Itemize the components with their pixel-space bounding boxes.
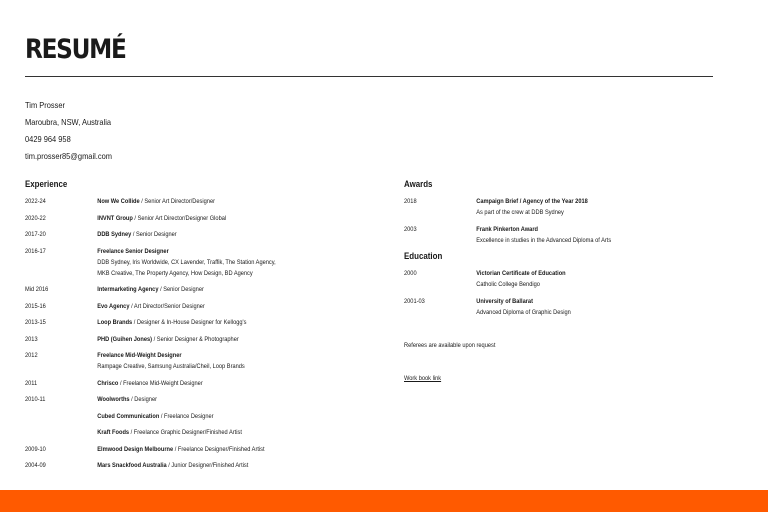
- experience-entry: [25, 334, 276, 345]
- awards-heading: Awards: [404, 179, 433, 189]
- entry-year: Mid 2016: [25, 286, 49, 293]
- experience-entry: [25, 213, 276, 224]
- entry-line: [97, 301, 276, 312]
- title-divider: [25, 76, 713, 77]
- entry-org: Freelance Mid-Weight Designer: [97, 352, 182, 359]
- entry-org: Now We Collide: [97, 198, 140, 205]
- entry-line: [97, 317, 276, 328]
- entry-body: [97, 284, 276, 295]
- entry-role: / Senior Art Director/Designer: [139, 198, 216, 205]
- entry-org: Kraft Foods: [97, 429, 130, 436]
- entry-role: / Senior Designer: [158, 286, 204, 293]
- entry-detail: As part of the crew at DDB Sydney: [476, 209, 564, 216]
- entry-org: Mars Snackfood Australia: [97, 462, 167, 469]
- award-entry: [404, 196, 611, 218]
- entry-line: [97, 284, 276, 295]
- entry-org: Freelance Senior Designer: [97, 247, 169, 255]
- entry-line: [97, 460, 276, 471]
- experience-entry: [25, 411, 276, 422]
- entry-year: 2009-10: [25, 445, 46, 453]
- entry-line: [97, 213, 276, 224]
- entry-org: PHD (Guihen Jones): [97, 335, 153, 343]
- education-entry: [404, 268, 571, 290]
- entry-year: 2013-15: [25, 319, 46, 326]
- experience-entry: [25, 284, 276, 295]
- entry-line: [97, 246, 276, 257]
- entry-detail: Excellence in studies in the Advanced Diploma of Arts: [476, 237, 612, 244]
- entry-line: [97, 444, 276, 455]
- experience-entry: [25, 317, 276, 328]
- experience-entry: [25, 350, 276, 372]
- experience-heading: Experience: [25, 179, 68, 189]
- experience-entry: [25, 460, 276, 471]
- experience-entry: [25, 378, 276, 389]
- entry-org: Evo Agency: [97, 302, 130, 310]
- entry-year: 2003: [404, 226, 417, 233]
- footer-accent-bar: [0, 490, 768, 512]
- entry-year: 2017-20: [25, 231, 46, 238]
- entry-detail: Rampage Creative, Samsung Australia/Cheil, Loop Brands: [97, 363, 245, 370]
- entry-body: [97, 246, 276, 279]
- experience-entry: [25, 229, 276, 240]
- entry-year: 2022-24: [25, 198, 46, 205]
- entry-org: INVNT Group: [97, 214, 133, 222]
- experience-entry: [25, 246, 276, 279]
- contact-block: [25, 97, 112, 165]
- entry-org: Campaign Brief / Agency of the Year 2018: [476, 198, 588, 205]
- entry-role: / Senior Designer: [131, 231, 177, 238]
- entry-line: [97, 196, 276, 207]
- page-title: RESUMÉ: [25, 34, 126, 65]
- entry-line: [97, 229, 276, 240]
- entry-role: / Freelance Designer: [159, 412, 214, 420]
- entry-role: / Freelance Designer/Finished Artist: [173, 445, 265, 453]
- experience-entry: [25, 301, 276, 312]
- entry-year: 2015-16: [25, 302, 46, 310]
- entry-line: [97, 427, 276, 438]
- entry-body: [97, 213, 276, 224]
- experience-entry: [25, 394, 276, 405]
- entry-role: / Junior Designer/Finished Artist: [166, 462, 249, 469]
- entry-org: Chrisco: [97, 379, 119, 387]
- entry-body: [97, 378, 276, 389]
- education-list: [404, 268, 598, 324]
- entry-org: DDB Sydney: [97, 231, 132, 238]
- entry-org: Elmwood Design Melbourne: [97, 445, 174, 453]
- entry-org: Woolworths: [97, 396, 130, 403]
- entry-detail: MKB Creative, The Property Agency, How Design, BD Agency: [97, 269, 253, 277]
- entry-detail: Catholic College Bendigo: [476, 281, 540, 288]
- experience-entry: [25, 427, 276, 438]
- contact-phone: 0429 964 958: [25, 134, 71, 144]
- entry-year: 2010-11: [25, 396, 46, 403]
- experience-entry: [25, 444, 276, 455]
- entry-body: [97, 394, 276, 405]
- entry-body: [97, 301, 276, 312]
- education-heading: Education: [404, 251, 443, 261]
- entry-body: [97, 334, 276, 345]
- entry-body: [476, 196, 611, 218]
- entry-year: 2016-17: [25, 247, 46, 255]
- awards-list: [404, 196, 645, 252]
- entry-org: Intermarketing Agency: [97, 286, 159, 293]
- entry-body: [476, 224, 611, 246]
- entry-role: / Freelance Graphic Designer/Finished Artist: [129, 429, 242, 436]
- entry-body: [97, 229, 276, 240]
- entry-body: [97, 317, 276, 328]
- experience-entry: [25, 196, 276, 207]
- entry-role: / Art Director/Senior Designer: [129, 302, 205, 310]
- entry-org: Frank Pinkerton Award: [476, 226, 539, 233]
- entry-role: / Senior Art Director/Designer Global: [132, 214, 227, 222]
- work-book-link[interactable]: Work book link: [404, 375, 442, 382]
- entry-org: University of Ballarat: [476, 298, 533, 305]
- entry-body: [97, 444, 276, 455]
- contact-name: Tim Prosser: [25, 100, 66, 110]
- entry-line: [97, 411, 276, 422]
- experience-list: [25, 196, 317, 477]
- entry-role: / Designer & In-House Designer for Kellogg's: [132, 319, 247, 326]
- entry-year: 2012: [25, 352, 38, 359]
- entry-body: [97, 350, 276, 372]
- referees-note: Referees are available upon request: [404, 342, 496, 349]
- entry-body: [476, 268, 571, 290]
- entry-line: [97, 378, 276, 389]
- award-entry: [404, 224, 611, 246]
- entry-line: [97, 334, 276, 345]
- education-entry: [404, 296, 571, 318]
- contact-email[interactable]: tim.prosser85@gmail.com: [25, 151, 112, 161]
- entry-year: 2000: [404, 270, 417, 277]
- entry-role: / Senior Designer & Photographer: [152, 335, 239, 343]
- entry-detail: DDB Sydney, Iris Worldwide, CX Lavender, Traffik, The Station Agency,: [97, 258, 276, 266]
- entry-year: 2013: [25, 335, 38, 343]
- entry-year: 2020-22: [25, 214, 46, 222]
- entry-body: [97, 196, 276, 207]
- entry-role: / Designer: [129, 396, 158, 403]
- entry-body: [97, 427, 276, 438]
- entry-body: [476, 296, 571, 318]
- entry-org: Victorian Certificate of Education: [476, 270, 566, 277]
- entry-line: [97, 394, 276, 405]
- entry-year: 2001-03: [404, 298, 425, 305]
- entry-year: 2004-09: [25, 462, 46, 469]
- entry-org: Cubed Communication: [97, 412, 160, 420]
- entry-year: 2011: [25, 379, 38, 387]
- entry-body: [97, 411, 276, 422]
- entry-year: 2018: [404, 198, 417, 205]
- contact-location: Maroubra, NSW, Australia: [25, 117, 112, 127]
- entry-org: Loop Brands: [97, 319, 133, 326]
- entry-detail: Advanced Diploma of Graphic Design: [476, 309, 571, 316]
- entry-line: [97, 350, 276, 361]
- entry-body: [97, 460, 276, 471]
- entry-role: / Freelance Mid-Weight Designer: [118, 379, 203, 387]
